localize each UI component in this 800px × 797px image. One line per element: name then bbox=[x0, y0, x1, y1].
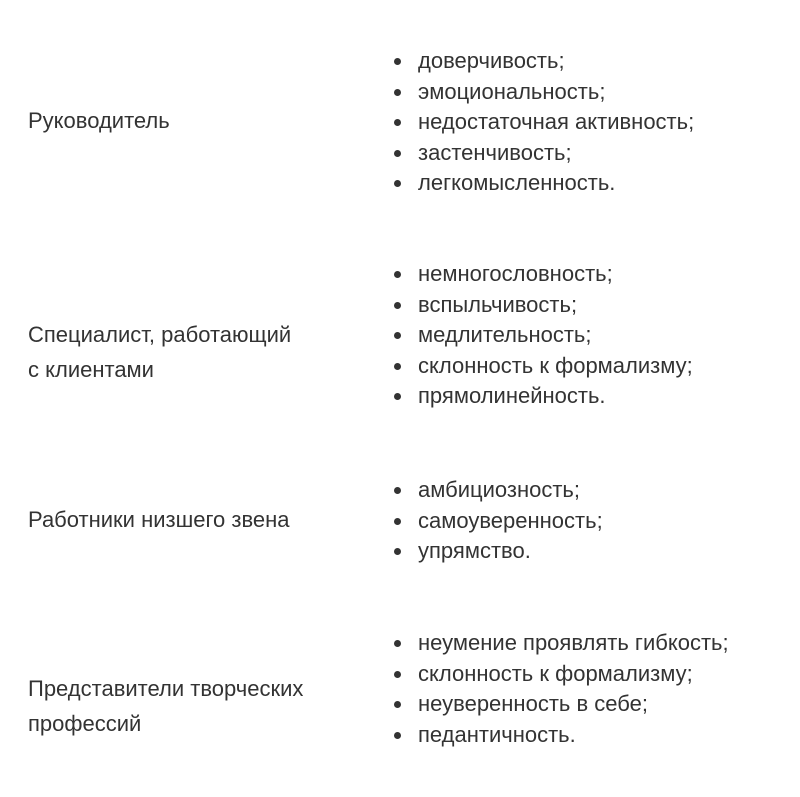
list-item bbox=[390, 168, 694, 199]
role-text-line: с клиентами bbox=[28, 357, 154, 382]
list-item bbox=[390, 381, 693, 412]
trait-text: неуверенность в себе; bbox=[418, 691, 648, 716]
trait-text: доверчивость; bbox=[418, 48, 565, 73]
bullet-icon bbox=[394, 89, 401, 96]
bullet-icon bbox=[394, 548, 401, 555]
bullet-icon bbox=[394, 393, 401, 400]
trait-text: вспыльчивость; bbox=[418, 291, 578, 317]
role-label bbox=[28, 317, 291, 387]
list-item bbox=[390, 475, 603, 506]
trait-text: склонность к формализму; bbox=[418, 660, 693, 686]
list-item bbox=[390, 290, 693, 321]
trait-text: застенчивость; bbox=[418, 139, 572, 165]
bullet-icon bbox=[394, 671, 401, 678]
list-item bbox=[390, 689, 729, 720]
list-item bbox=[390, 259, 693, 290]
bullet-icon bbox=[394, 119, 401, 126]
list-item bbox=[390, 659, 729, 690]
trait-text: легкомысленность. bbox=[418, 170, 616, 195]
list-item bbox=[390, 107, 694, 138]
traits-list bbox=[390, 259, 693, 412]
list-item bbox=[390, 720, 729, 751]
role-text-line: профессий bbox=[28, 711, 142, 736]
trait-text: неумение проявлять гибкость; bbox=[418, 630, 729, 655]
list-item bbox=[390, 536, 603, 567]
role-text: Работники низшего звена bbox=[28, 507, 290, 532]
role-label bbox=[28, 103, 170, 138]
trait-text: немногословность; bbox=[418, 261, 613, 286]
trait-text: педантичность. bbox=[418, 721, 576, 747]
traits-list bbox=[390, 46, 694, 199]
role-label bbox=[28, 502, 290, 537]
bullet-icon bbox=[394, 701, 401, 708]
bullet-icon bbox=[394, 180, 401, 187]
traits-list bbox=[390, 628, 729, 750]
bullet-icon bbox=[394, 487, 401, 494]
bullet-icon bbox=[394, 732, 401, 739]
trait-text: склонность к формализму; bbox=[418, 352, 693, 378]
list-item bbox=[390, 138, 694, 169]
role-label bbox=[28, 671, 303, 741]
bullet-icon bbox=[394, 363, 401, 370]
list-item bbox=[390, 46, 694, 77]
trait-text: упрямство. bbox=[418, 538, 531, 563]
bullet-icon bbox=[394, 332, 401, 339]
trait-text: недостаточная активность; bbox=[418, 109, 695, 134]
trait-text: медлительность; bbox=[418, 322, 592, 347]
trait-text: самоуверенность; bbox=[418, 507, 603, 533]
list-item bbox=[390, 351, 693, 382]
role-text-line: Специалист, работающий bbox=[28, 322, 292, 347]
bullet-icon bbox=[394, 58, 401, 65]
role-text: Руководитель bbox=[28, 108, 170, 133]
bullet-icon bbox=[394, 302, 401, 309]
traits-list bbox=[390, 475, 603, 567]
bullet-icon bbox=[394, 150, 401, 157]
list-item bbox=[390, 506, 603, 537]
list-item bbox=[390, 320, 693, 351]
trait-text: прямолинейность. bbox=[418, 383, 606, 408]
list-item bbox=[390, 628, 729, 659]
role-text-line: Представители творческих bbox=[28, 676, 304, 701]
list-item bbox=[390, 77, 694, 108]
bullet-icon bbox=[394, 271, 401, 278]
bullet-icon bbox=[394, 518, 401, 525]
trait-text: амбициозность; bbox=[418, 477, 581, 502]
trait-text: эмоциональность; bbox=[418, 78, 606, 104]
bullet-icon bbox=[394, 640, 401, 647]
